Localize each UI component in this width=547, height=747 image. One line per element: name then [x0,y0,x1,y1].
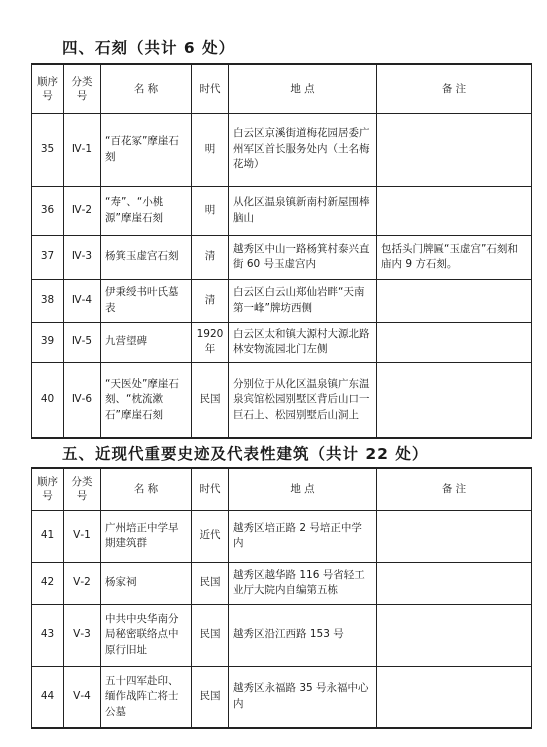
row-name: 杨箕玉虚宫石刻 [101,235,192,279]
row-note [377,510,532,562]
row-name: 中共中央华南分局秘密联络点中原行旧址 [101,604,192,666]
row-seq: 36 [32,186,64,235]
row-seq: 35 [32,113,64,186]
row-era: 民国 [192,604,229,666]
row-location: 白云区京溪街道梅花园居委广州军区首长服务处内（土名梅花坳） [229,113,377,186]
row-era: 明 [192,186,229,235]
header-note: 备 注 [377,64,532,113]
row-note [377,562,532,604]
row-name: 九营望碑 [101,322,192,362]
row-class: Ⅳ-6 [64,362,101,438]
row-era: 民国 [192,362,229,438]
stone-carvings-table [31,63,532,439]
row-era: 民国 [192,666,229,728]
row-location: 从化区温泉镇新南村新屋围棒脑山 [229,186,377,235]
row-seq: 41 [32,510,64,562]
row-name: 五十四军赴印、缅作战阵亡将士公墓 [101,666,192,728]
row-era: 1920 年 [192,322,229,362]
row-location: 分别位于从化区温泉镇广东温泉宾馆松园别墅区背后山口一巨石上、松园别墅后山洞上 [229,362,377,438]
row-note: 包括头门牌匾“玉虚宫”石刻和庙内 9 方石刻。 [377,235,532,279]
row-note [377,186,532,235]
header-seq: 顺序号 [32,468,64,510]
header-class: 分类号 [64,468,101,510]
table-row [32,279,532,322]
row-note [377,113,532,186]
header-era: 时代 [192,64,229,113]
row-location: 越秀区中山一路杨箕村泰兴直街 60 号玉虚宫内 [229,235,377,279]
table-row [32,186,532,235]
row-location: 白云区太和镇大源村大源北路林安物流园北门左侧 [229,322,377,362]
row-era: 清 [192,235,229,279]
row-era: 清 [192,279,229,322]
row-note [377,279,532,322]
row-note [377,666,532,728]
table-header-row [32,64,532,113]
header-class: 分类号 [64,64,101,113]
row-seq: 40 [32,362,64,438]
row-seq: 39 [32,322,64,362]
row-seq: 43 [32,604,64,666]
row-note [377,362,532,438]
row-name: 杨家祠 [101,562,192,604]
row-location: 越秀区培正路 2 号培正中学内 [229,510,377,562]
table-header-row [32,468,532,510]
row-era: 近代 [192,510,229,562]
row-name: “百花冢”摩崖石刻 [101,113,192,186]
row-class: Ⅳ-4 [64,279,101,322]
table-row [32,666,532,728]
table-row [32,322,532,362]
row-name: 伊秉绶书叶氏墓表 [101,279,192,322]
row-era: 民国 [192,562,229,604]
row-location: 越秀区越华路 116 号省轻工业厅大院内自编第五栋 [229,562,377,604]
row-name: 广州培正中学早期建筑群 [101,510,192,562]
table-row [32,235,532,279]
row-name: “天医处”摩崖石刻、“枕流漱石”摩崖石刻 [101,362,192,438]
header-note: 备 注 [377,468,532,510]
row-class: Ⅴ-1 [64,510,101,562]
table-row [32,362,532,438]
section-5-title: 五、近现代重要史迹及代表性建筑（共计 22 处） [62,445,429,463]
row-seq: 38 [32,279,64,322]
header-name: 名 称 [101,468,192,510]
row-class: Ⅳ-3 [64,235,101,279]
header-seq: 顺序号 [32,64,64,113]
header-name: 名 称 [101,64,192,113]
header-era: 时代 [192,468,229,510]
row-location: 白云区白云山郑仙岩畔“天南第一峰”牌坊西侧 [229,279,377,322]
row-seq: 44 [32,666,64,728]
table-row [32,510,532,562]
row-seq: 37 [32,235,64,279]
row-location: 越秀区永福路 35 号永福中心内 [229,666,377,728]
row-class: Ⅴ-4 [64,666,101,728]
header-location: 地 点 [229,468,377,510]
row-class: Ⅴ-2 [64,562,101,604]
row-note [377,322,532,362]
table-row [32,604,532,666]
header-location: 地 点 [229,64,377,113]
row-class: Ⅳ-1 [64,113,101,186]
row-class: Ⅴ-3 [64,604,101,666]
row-note [377,604,532,666]
table-row [32,562,532,604]
modern-sites-table [31,467,532,729]
row-name: “寿”、“小桃源”摩崖石刻 [101,186,192,235]
table-row [32,113,532,186]
section-4-title: 四、石刻（共计 6 处） [62,39,236,57]
row-class: Ⅳ-5 [64,322,101,362]
row-era: 明 [192,113,229,186]
row-class: Ⅳ-2 [64,186,101,235]
row-location: 越秀区沿江西路 153 号 [229,604,377,666]
row-seq: 42 [32,562,64,604]
